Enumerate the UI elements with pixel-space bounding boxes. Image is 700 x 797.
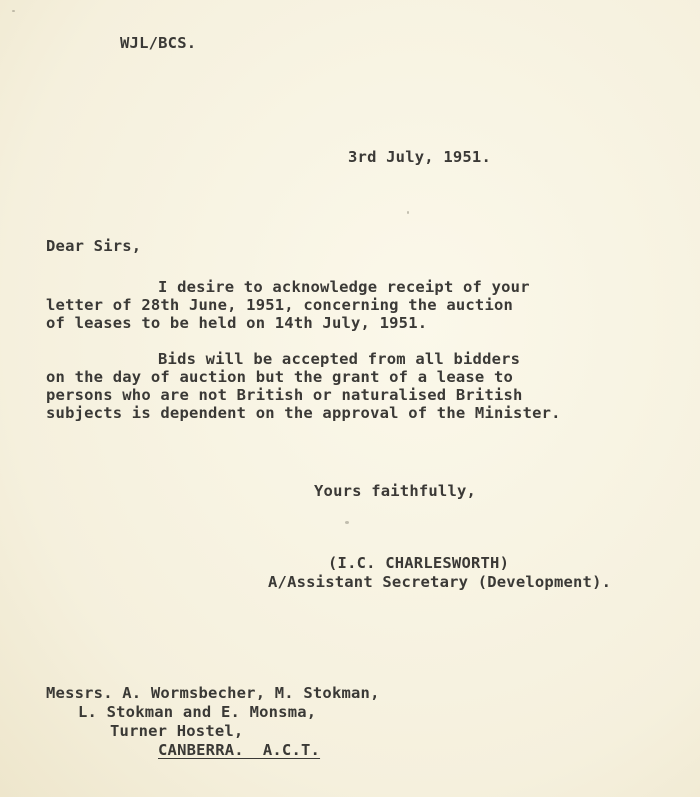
salutation: Dear Sirs, <box>46 237 142 255</box>
paragraph-line: of leases to be held on 14th July, 1951. <box>46 314 428 332</box>
signatory-title: A/Assistant Secretary (Development). <box>268 573 612 591</box>
paragraph-line: on the day of auction but the grant of a lease to <box>46 368 514 386</box>
recipient-address <box>46 684 380 760</box>
address-line: Turner Hostel, <box>110 722 244 740</box>
paragraph-line: subjects is dependent on the approval of the Minister. <box>46 404 561 422</box>
letter-date: 3rd July, 1951. <box>348 148 491 166</box>
paper-speck <box>407 211 409 214</box>
paragraph-line: letter of 28th June, 1951, concerning the auction <box>46 296 514 314</box>
address-line: Messrs. A. Wormsbecher, M. Stokman, <box>46 684 380 702</box>
address-line: L. Stokman and E. Monsma, <box>78 703 317 721</box>
paper-speck <box>12 10 15 12</box>
paragraph-line: I desire to acknowledge receipt of your <box>158 278 530 296</box>
closing: Yours faithfully, <box>314 482 477 500</box>
paragraph-bids <box>46 350 561 422</box>
signatory-name: (I.C. CHARLESWORTH) <box>328 554 510 572</box>
address-line-city <box>46 741 380 760</box>
address-city: CANBERRA. A.C.T. <box>158 741 321 759</box>
reference-code: WJL/BCS. <box>120 34 197 52</box>
paper-speck <box>345 521 349 524</box>
paragraph-acknowledgement <box>46 278 530 332</box>
paragraph-line: Bids will be accepted from all bidders <box>158 350 521 368</box>
paragraph-line: persons who are not British or naturalised British <box>46 386 523 404</box>
